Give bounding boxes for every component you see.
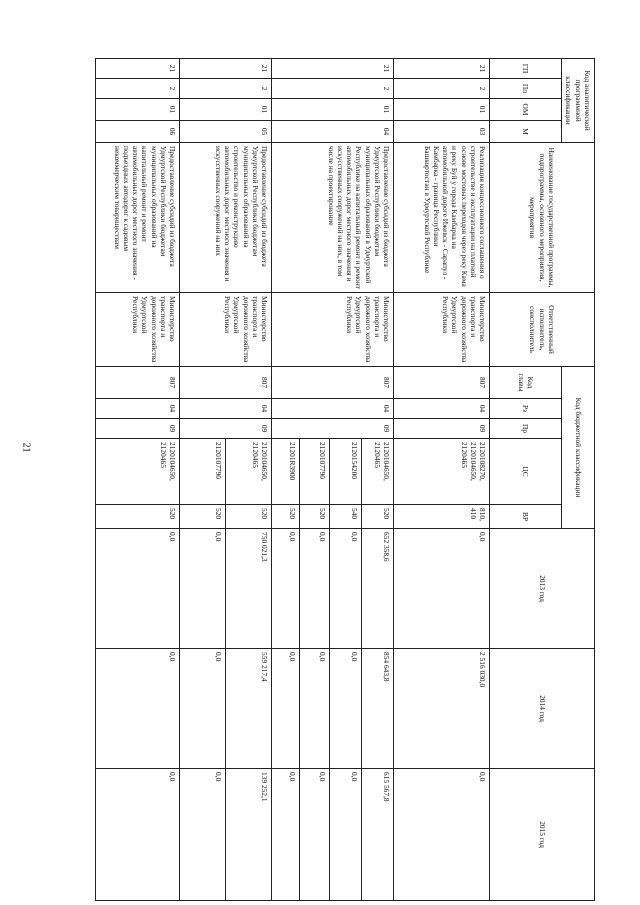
m-cell: 03: [394, 121, 490, 143]
cs-cell: 2120108270, 2120104650, 2120465: [394, 439, 490, 505]
cs-cell: 2120104650, 2120465: [96, 439, 180, 505]
m-cell: 06: [96, 121, 180, 143]
m-cell: 05: [180, 121, 272, 143]
cs-cell: 21201R3900: [272, 439, 300, 505]
glava-cell: 807: [180, 367, 272, 399]
kod-glavy-header: Код главы: [490, 367, 562, 399]
y2013-cell: 0,0: [272, 529, 300, 649]
y2014-cell: 0,0: [180, 649, 226, 769]
executor-cell: Министерство транспорта и дорожного хозяйства Удмуртской Республики: [394, 293, 490, 367]
executor-cell: Министерство транспорта и дорожного хозяйства Удмуртской Республики: [96, 293, 180, 367]
table-row: [96, 59, 180, 901]
table-row: [362, 59, 394, 901]
vr-header: ВР: [490, 505, 562, 529]
executor-cell: Министерство транспорта и дорожного хозяйства Удмуртской Республики: [180, 293, 272, 367]
executor-cell: Министерство транспорта и дорожного хозяйства Удмуртской Республики: [272, 293, 394, 367]
y2015-cell: 615 567,8: [362, 769, 394, 901]
vr-cell: 520: [96, 505, 180, 529]
y2013-cell: 0,0: [300, 529, 330, 649]
y2013-cell: 0,0: [330, 529, 362, 649]
vr-cell: 520: [300, 505, 330, 529]
pp-cell: 2: [180, 79, 272, 99]
page-number: 21: [20, 442, 32, 453]
pp-cell: 2: [394, 79, 490, 99]
pr-header: Пр: [490, 419, 562, 439]
y2013-header: 2013 год: [490, 529, 595, 649]
vr-cell: 520: [226, 505, 272, 529]
cs-cell: 2120104650, 2120465: [362, 439, 394, 505]
pp-cell: 2: [272, 79, 394, 99]
y2014-cell: 2 516 030,0: [394, 649, 490, 769]
pr-cell: 09: [394, 419, 490, 439]
rz-cell: 04: [272, 399, 394, 419]
rotated-document-table: [62, 58, 595, 880]
y2014-header: 2014 год: [490, 649, 595, 769]
y2015-cell: 0,0: [272, 769, 300, 901]
om-cell: 01: [180, 99, 272, 121]
y2013-cell: 0,0: [96, 529, 180, 649]
y2014-cell: 559 217,4: [226, 649, 272, 769]
y2015-header: 2015 год: [490, 769, 595, 901]
y2014-cell: 0,0: [300, 649, 330, 769]
cs-cell: 2120107790: [180, 439, 226, 505]
cs-cell: 2120107790: [300, 439, 330, 505]
cs-header: ЦС: [490, 439, 562, 505]
y2013-cell: 0,0: [180, 529, 226, 649]
y2015-cell: 0,0: [330, 769, 362, 901]
y2015-cell: 139 252,1: [226, 769, 272, 901]
m-cell: 04: [272, 121, 394, 143]
om-header: ОМ: [490, 99, 562, 121]
analytic-code-header: Код аналитической программной классификации: [562, 59, 595, 143]
rz-header: Рз: [490, 399, 562, 419]
om-cell: 01: [96, 99, 180, 121]
om-cell: 01: [394, 99, 490, 121]
gp-cell: 21: [96, 59, 180, 79]
pr-cell: 09: [272, 419, 394, 439]
m-header: М: [490, 121, 562, 143]
name-header: Наименование государственной программы, подпрограммы, основного мероприятия, мероприятия: [490, 143, 595, 293]
om-cell: 01: [272, 99, 394, 121]
measure-name: Предоставление субсидий из бюджета Удмуртской Республики бюджетам муниципальных образований на строительство и реконструкцию автомобильных дорог местного значения и искусственных сооружений на них: [180, 143, 272, 293]
rz-cell: 04: [96, 399, 180, 419]
y2015-cell: 0,0: [180, 769, 226, 901]
measure-name: Реализация концессионного соглашения о строительстве и эксплуатации на платной основе мостовых переходов через реку Кама и реку Буй у города Камбарка на автомобильной дороге Ижевск - Сарапул - Камбарка - граница Республики Башкортостан в Удмуртской Республике: [394, 143, 490, 293]
y2014-cell: 854 643,8: [362, 649, 394, 769]
vr-cell: 520: [272, 505, 300, 529]
vr-cell: 520: [362, 505, 394, 529]
glava-cell: 807: [272, 367, 394, 399]
y2015-cell: 0,0: [300, 769, 330, 901]
gp-cell: 21: [394, 59, 490, 79]
pr-cell: 09: [180, 419, 272, 439]
measure-name: Предоставление субсидий из бюджета Удмуртской Республики бюджетам муниципальных образований на капитальный ремонт и ремонт автомобильных дорог местного значения - подъездных автодорог к садовым некоммерческим товариществам: [96, 143, 180, 293]
budget-table: [95, 58, 595, 901]
table-row: [394, 59, 490, 901]
pr-cell: 09: [96, 419, 180, 439]
executor-header: Ответственный исполнитель, соисполнитель: [490, 293, 595, 367]
budget-code-header: Код бюджетной классификации: [562, 367, 595, 529]
cs-cell: 2120104650, 2120465: [226, 439, 272, 505]
table-row: [226, 59, 272, 901]
rz-cell: 04: [180, 399, 272, 419]
y2014-cell: 0,0: [330, 649, 362, 769]
y2013-cell: 750 021,3: [226, 529, 272, 649]
gp-cell: 21: [272, 59, 394, 79]
pp-cell: 2: [96, 79, 180, 99]
y2015-cell: 0,0: [96, 769, 180, 901]
vr-cell: 810, 410: [394, 505, 490, 529]
pp-header: Пп: [490, 79, 562, 99]
gp-header: ГП: [490, 59, 562, 79]
y2014-cell: 0,0: [272, 649, 300, 769]
glava-cell: 807: [394, 367, 490, 399]
measure-name: Предоставление субсидий из бюджета Удмуртской Республики бюджетам муниципальных образований в Удмуртской Республике на капитальный ремонт и ремонт автомобильных дорог местного значения и искусственных сооружений на них, в том числе на проектирование: [272, 143, 394, 293]
y2013-cell: 0,0: [394, 529, 490, 649]
y2013-cell: 652 358,6: [362, 529, 394, 649]
y2015-cell: 0,0: [394, 769, 490, 901]
gp-cell: 21: [180, 59, 272, 79]
glava-cell: 807: [96, 367, 180, 399]
y2014-cell: 0,0: [96, 649, 180, 769]
rz-cell: 04: [394, 399, 490, 419]
vr-cell: 540: [330, 505, 362, 529]
vr-cell: 520: [180, 505, 226, 529]
cs-cell: 2120154200: [330, 439, 362, 505]
